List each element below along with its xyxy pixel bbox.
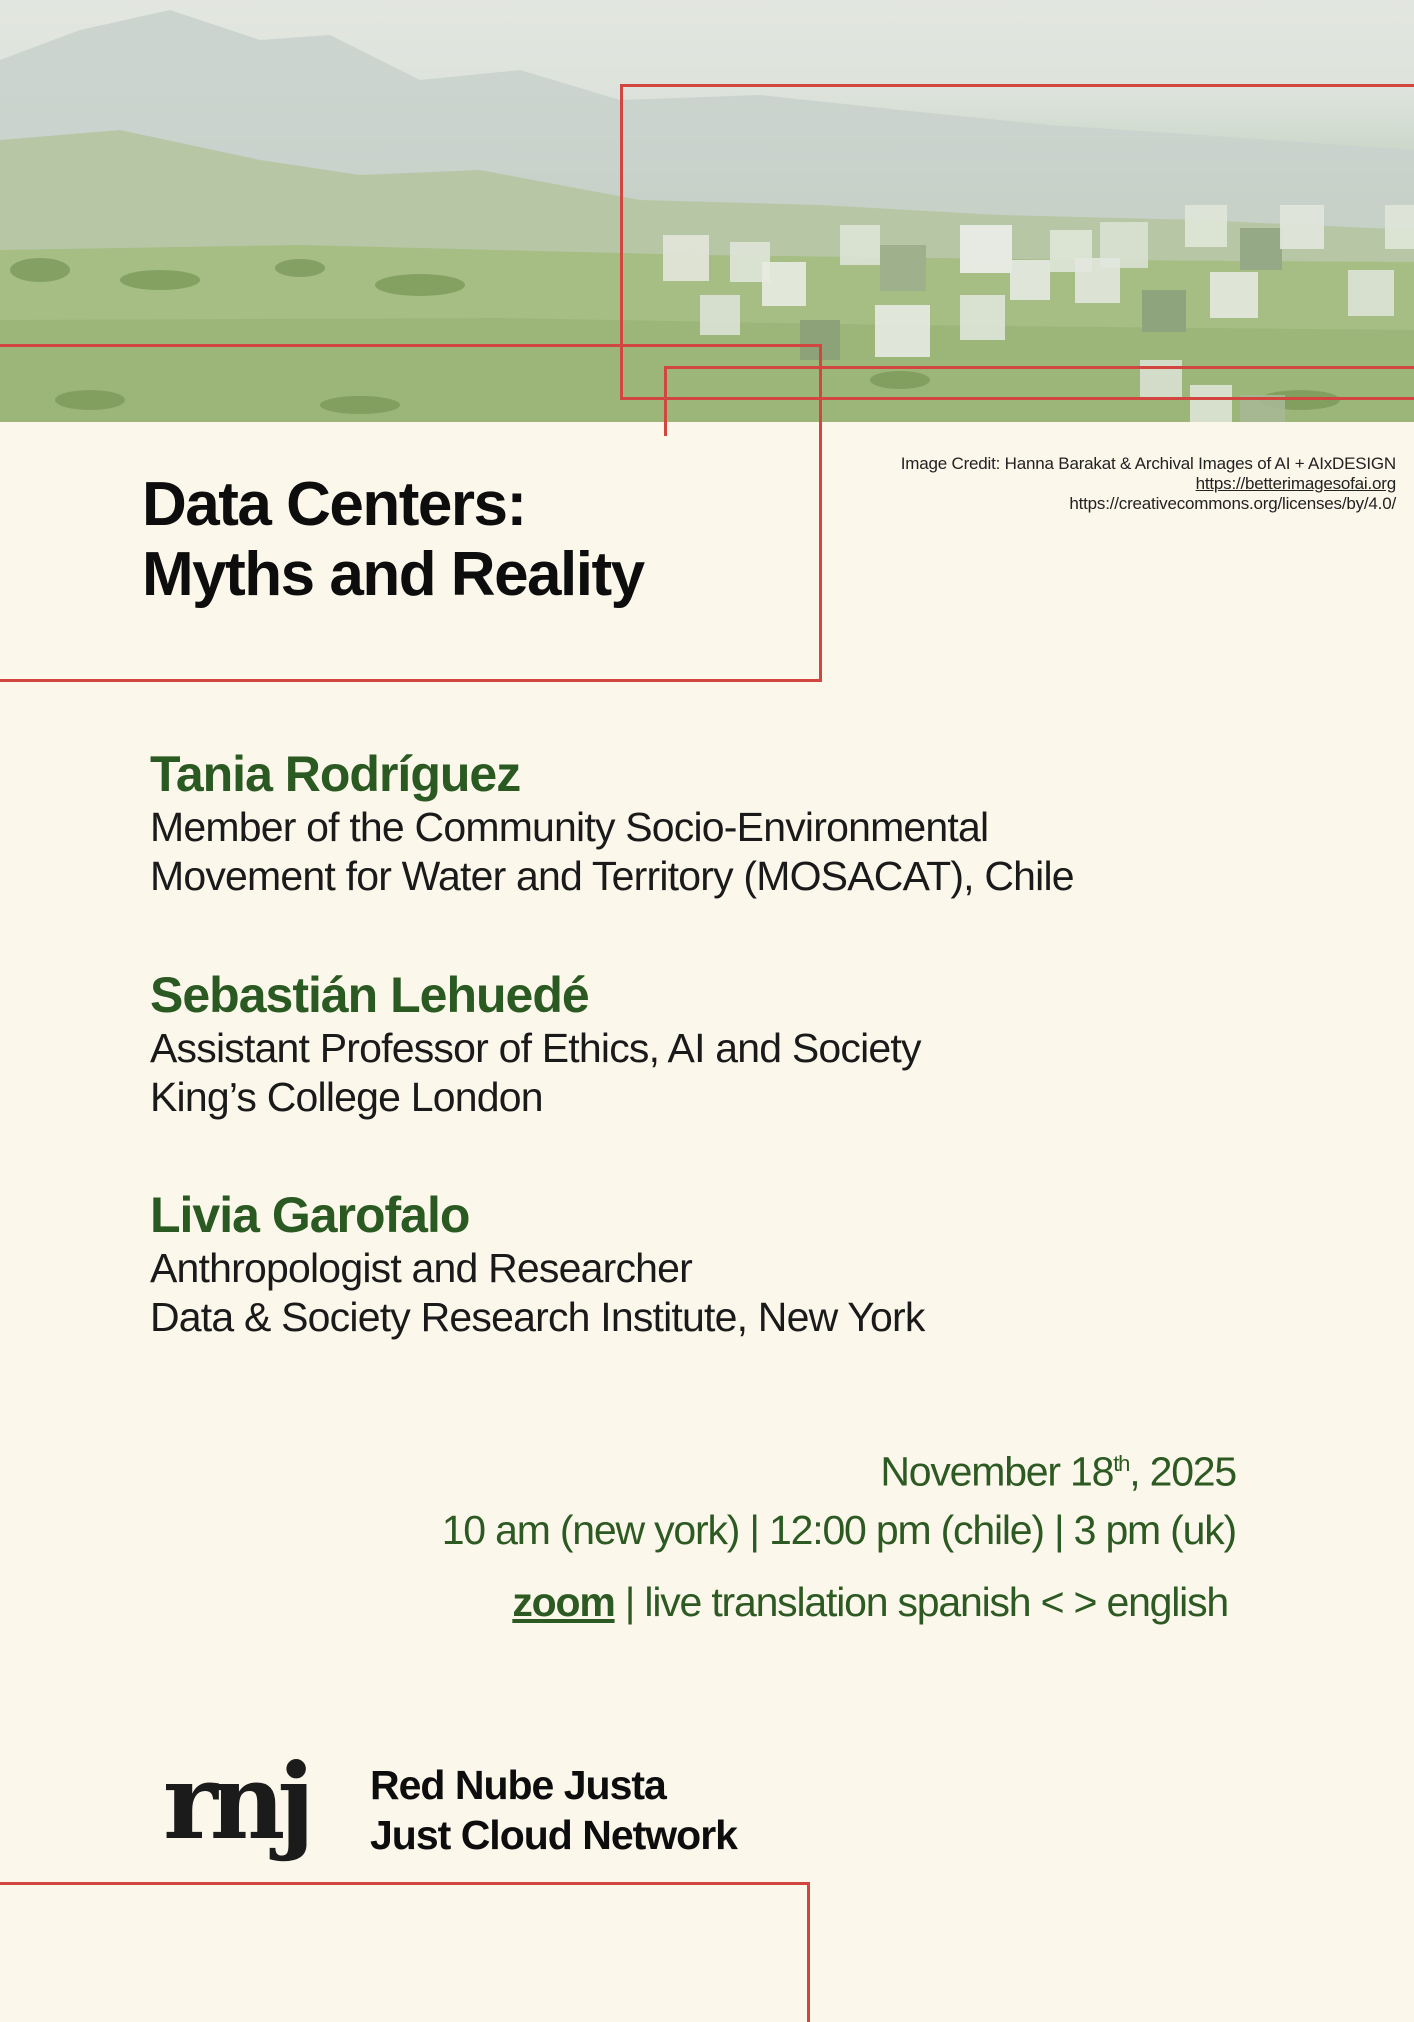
- rnj-logo-icon: [163, 1742, 323, 1872]
- speaker-name: Tania Rodríguez: [150, 746, 521, 802]
- event-date-suffix: th: [1113, 1451, 1130, 1476]
- event-date-year: , 2025: [1129, 1448, 1236, 1495]
- zoom-link[interactable]: zoom: [512, 1579, 615, 1625]
- logo-mark-text: rnj: [163, 1742, 308, 1863]
- translation-note: | live translation spanish < > english: [614, 1579, 1228, 1625]
- speaker-name: Sebastián Lehuedé: [150, 967, 589, 1023]
- speaker-role-line-2: King’s College London: [150, 1074, 543, 1120]
- credit-link-betterimages[interactable]: https://betterimagesofai.org: [1195, 474, 1396, 493]
- speaker-role-line-2: Data & Society Research Institute, New York: [150, 1294, 925, 1340]
- organization-name-line-2: Just Cloud Network: [370, 1812, 737, 1858]
- organization-name: [370, 1760, 737, 1860]
- speaker-role-line-2: Movement for Water and Territory (MOSACAT), Chile: [150, 853, 1074, 899]
- red-frame-bottom: [0, 1882, 810, 2022]
- image-credit-line: Image Credit: Hanna Barakat & Archival Images of AI + AIxDESIGN: [900, 454, 1396, 473]
- event-date-month-day: November 18: [880, 1448, 1114, 1495]
- speaker-block-3: [150, 1186, 1250, 1342]
- event-date: [336, 1440, 1236, 1496]
- credit-link-license[interactable]: https://creativecommons.org/licenses/by/4.0/: [1069, 494, 1396, 513]
- title-line-1: Data Centers:: [142, 470, 526, 539]
- speaker-role-line-1: Anthropologist and Researcher: [150, 1245, 693, 1291]
- speaker-block-2: [150, 966, 1250, 1122]
- event-platform-line: [328, 1578, 1228, 1626]
- title-line-2: Myths and Reality: [142, 540, 644, 609]
- organization-name-line-1: Red Nube Justa: [370, 1762, 666, 1808]
- speaker-name: Livia Garofalo: [150, 1187, 470, 1243]
- speaker-role-line-1: Member of the Community Socio-Environmental: [150, 804, 989, 850]
- speaker-role-line-1: Assistant Professor of Ethics, AI and Society: [150, 1025, 921, 1071]
- image-credit: [836, 454, 1396, 514]
- event-times: 10 am (new york) | 12:00 pm (chile) | 3 pm (uk): [441, 1507, 1236, 1553]
- page-title: [142, 470, 792, 610]
- speaker-block-1: [150, 745, 1250, 901]
